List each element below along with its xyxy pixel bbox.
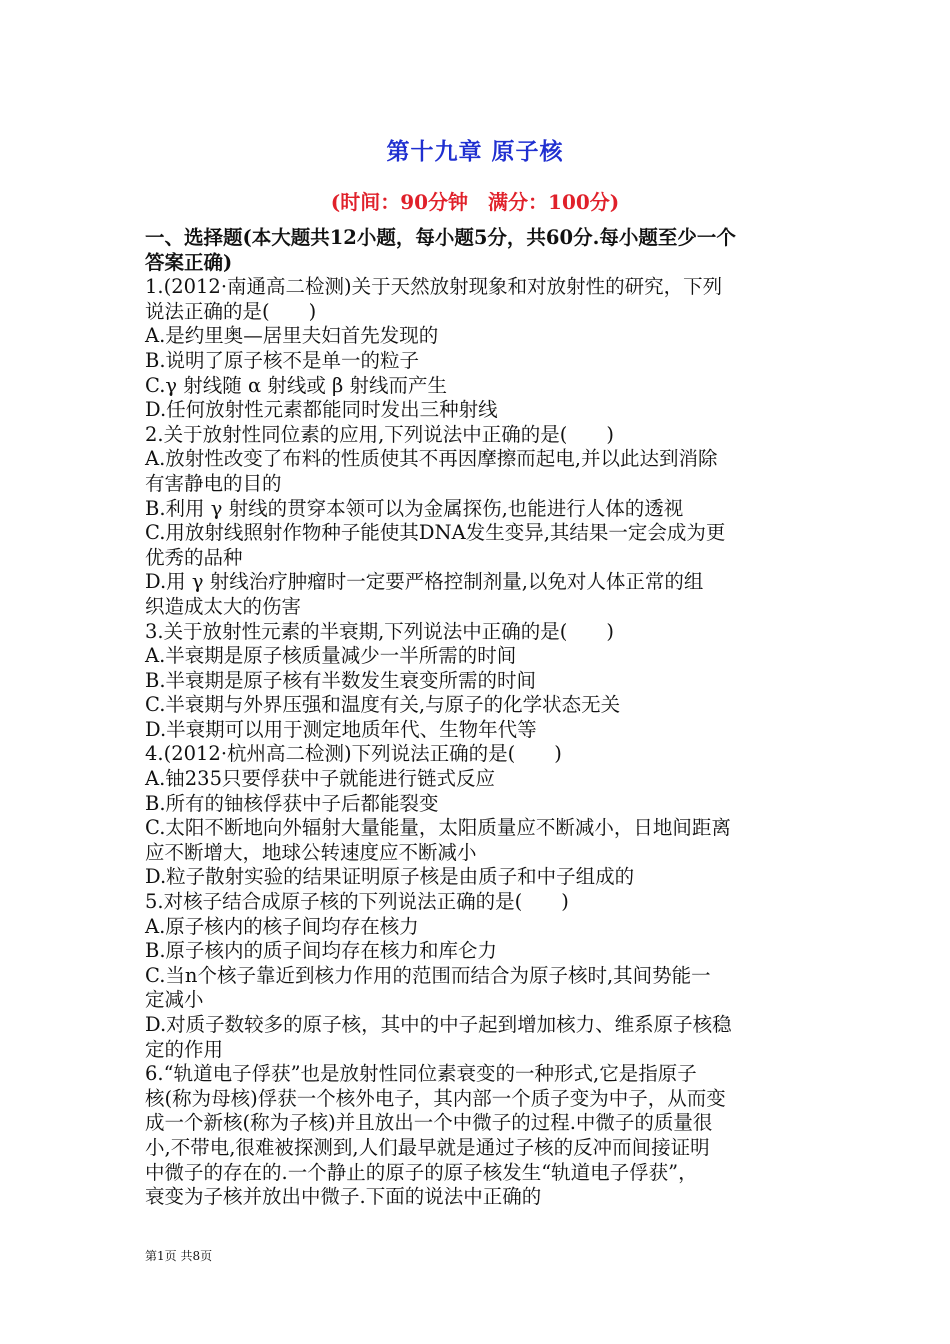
text-line: B.所有的铀核俘获中子后都能裂变: [145, 791, 439, 815]
text-line: D.粒子散射实验的结果证明原子核是由质子和中子组成的: [145, 865, 635, 889]
text-line: B.利用 γ 射线的贯穿本领可以为金属探伤,也能进行人体的透视: [145, 496, 684, 520]
text-line: 小,不带电,很难被探测到,人们最早就是通过子核的反冲而间接证明: [145, 1135, 710, 1159]
text-line: D.任何放射性元素都能同时发出三种射线: [145, 398, 498, 422]
text-line: A.是约里奥—居里夫妇首先发现的: [145, 324, 439, 348]
text-line: C.半衰期与外界压强和温度有关,与原子的化学状态无关: [145, 693, 621, 717]
text-line: 定的作用: [145, 1037, 224, 1061]
text-line: 1.(2012·南通高二检测)关于天然放射现象和对放射性的研究，下列: [145, 275, 723, 299]
page-footer: 第1页 共8页: [145, 1249, 213, 1263]
text-line: C.γ 射线随 α 射线或 β 射线而产生: [145, 373, 448, 397]
text-line: 说法正确的是( ): [145, 299, 317, 323]
text-line: B.原子核内的质子间均存在核力和库仑力: [145, 939, 498, 963]
text-line: 中微子的存在的.一个静止的原子的原子核发生“轨道电子俘获”，: [145, 1160, 698, 1184]
text-line: B.半衰期是原子核有半数发生衰变所需的时间: [145, 668, 537, 692]
text-line: C.太阳不断地向外辐射大量能量，太阳质量应不断减小，日地间距离: [145, 816, 731, 840]
text-line: D.半衰期可以用于测定地质年代、生物年代等: [145, 717, 537, 741]
text-line: A.铀235只要俘获中子就能进行链式反应: [145, 767, 496, 791]
text-line: 衰变为子核并放出中微子.下面的说法中正确的: [145, 1185, 542, 1209]
exam-info: (时间：90分钟 满分：100分): [330, 190, 620, 214]
text-line: A.原子核内的核子间均存在核力: [145, 914, 419, 938]
text-line: D.对质子数较多的原子核，其中的中子起到增加核力、维系原子核稳: [145, 1013, 732, 1036]
text-line: 成一个新核(称为子核)并且放出一个中微子的过程.中微子的质量很: [145, 1111, 713, 1135]
section-heading-line: 一、选择题(本大题共12小题，每小题5分，共60分.每小题至少一个: [145, 226, 736, 249]
text-line: 4.(2012·杭州高二检测)下列说法正确的是( ): [145, 742, 562, 766]
text-line: 6.“轨道电子俘获”也是放射性同位素衰变的一种形式,它是指原子: [145, 1062, 697, 1086]
text-line: D.用 γ 射线治疗肿瘤时一定要严格控制剂量,以免对人体正常的组: [145, 570, 704, 594]
section-heading-line: 答案正确): [145, 250, 233, 274]
chapter-title: 第十九章 原子核: [386, 138, 564, 165]
text-line: 核(称为母核)俘获一个核外电子，其内部一个质子变为中子，从而变: [145, 1086, 726, 1110]
text-line: C.用放射线照射作物种子能使其DNA发生变异,其结果一定会成为更: [145, 521, 726, 545]
question-body: [145, 226, 815, 1210]
text-line: 3.关于放射性元素的半衰期,下列说法中正确的是( ): [145, 619, 615, 643]
text-line: C.当n个核子靠近到核力作用的范围而结合为原子核时,其间势能一: [145, 963, 711, 987]
text-line: 5.对核子结合成原子核的下列说法正确的是( ): [145, 890, 569, 914]
text-line: A.半衰期是原子核质量减少一半所需的时间: [145, 644, 517, 668]
text-line: 织造成太大的伤害: [145, 594, 302, 618]
text-line: 2.关于放射性同位素的应用,下列说法中正确的是( ): [145, 422, 615, 446]
text-line: 优秀的品种: [145, 545, 243, 569]
text-line: B.说明了原子核不是单一的粒子: [145, 348, 420, 372]
text-line: A.放射性改变了布料的性质使其不再因摩擦而起电,并以此达到消除: [145, 447, 718, 471]
text-line: 定减小: [145, 988, 204, 1012]
text-line: 应不断增大，地球公转速度应不断减小: [145, 840, 477, 864]
text-line: 有害静电的目的: [145, 471, 282, 495]
